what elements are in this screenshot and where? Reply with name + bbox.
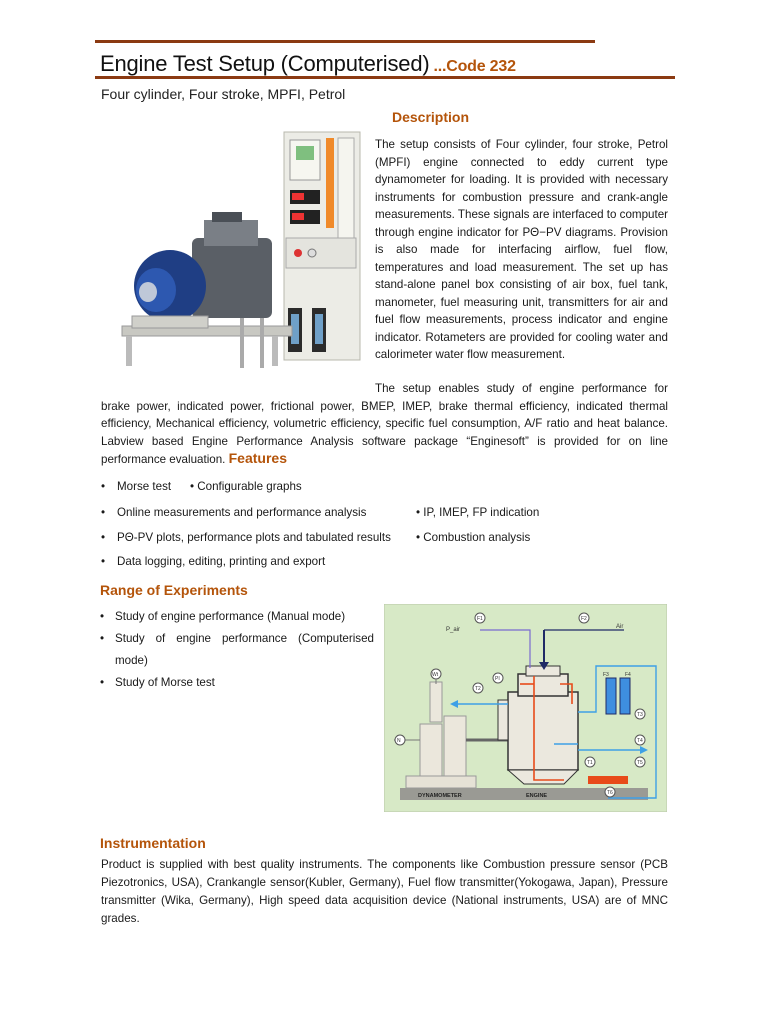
title-text: Engine Test Setup (Computerised) <box>100 51 430 76</box>
description-text-full <box>101 380 668 469</box>
svg-text:T1: T1 <box>587 760 593 766</box>
product-photo <box>112 128 368 380</box>
svg-text:T2: T2 <box>475 686 481 692</box>
page-title <box>100 51 516 77</box>
svg-text:T4: T4 <box>637 738 643 744</box>
description-text-right: The setup consists of Four cylinder, four stroke, Petrol (MPFI) engine connected to eddy current type dynamometer for loading. It is provided with necessary instruments for combustion pressure and crank-angle measurements. These signals are interfaced to computer through engine indicator for PΘ−PV diagrams. Provision is also made for interfacing airflow, fuel flow, temperatures and load measurement. The set up has stand-alone panel box consisting of air box, fuel tank, manometer, fuel measuring unit, transmitters for air and fuel flow measurements, process indicator and engine indicator. Rotameters are provided for cooling water and calorimeter water flow measurement. <box>375 138 668 361</box>
schematic-diagram <box>384 604 667 812</box>
svg-text:T3: T3 <box>637 712 643 718</box>
svg-text:PI: PI <box>495 676 500 682</box>
svg-text:F2: F2 <box>581 616 587 622</box>
svg-text:N: N <box>397 738 401 744</box>
description-heading: Description <box>392 109 470 125</box>
svg-text:T5: T5 <box>637 760 643 766</box>
experiment-item: • Study of Morse test <box>100 672 374 694</box>
page-subtitle: Four cylinder, Four stroke, MPFI, Petrol <box>101 86 346 102</box>
top-rule <box>95 40 595 43</box>
svg-text:ENGINE: ENGINE <box>526 793 548 799</box>
svg-text:Air: Air <box>616 624 624 630</box>
feature-item: • Morse test <box>101 480 172 493</box>
svg-text:P_air: P_air <box>446 627 461 633</box>
instrumentation-text: Product is supplied with best quality instruments. The components like Combustion pressure sensor (PCB Piezotronics, USA), Crankangle sensor(Kubler, Germany), Fuel flow transmitter(Yokogawa, Japan), Pressure transmitter (Wika, Germany), High speed data acquisition device (National instruments, USA) are of MNC grades. <box>101 858 668 925</box>
experiments-heading: Range of Experiments <box>100 582 248 598</box>
feature-item: • IP, IMEP, FP indication <box>416 506 540 519</box>
svg-text:F4: F4 <box>625 672 631 678</box>
feature-item: • Data logging, editing, printing and export <box>101 555 326 568</box>
svg-text:DYNAMOMETER: DYNAMOMETER <box>418 793 462 799</box>
svg-text:Wt: Wt <box>432 672 439 678</box>
feature-item: • Combustion analysis <box>416 531 531 544</box>
feature-item: • PΘ-PV plots, performance plots and tabulated results <box>101 531 391 544</box>
instrumentation-heading: Instrumentation <box>100 835 206 851</box>
features-heading: Features <box>228 450 287 466</box>
feature-item: • Configurable graphs <box>190 480 302 493</box>
experiments-list <box>100 606 374 694</box>
svg-text:T6: T6 <box>607 790 613 796</box>
svg-text:F1: F1 <box>477 616 483 622</box>
svg-text:F3: F3 <box>603 672 609 678</box>
experiment-item: • Study of engine performance (Computerised mode) <box>100 628 374 672</box>
experiment-item: • Study of engine performance (Manual mode) <box>100 606 374 628</box>
feature-item: • Online measurements and performance analysis <box>101 506 367 519</box>
product-code: ...Code 232 <box>433 58 516 75</box>
description-performance-text: The setup enables study of engine performance for brake power, indicated power, frictional power, BMEP, IMEP, brake thermal efficiency, indicated thermal efficiency, Mechanical efficiency, volumetric efficiency, specific fuel consumption, A/F ratio and heat balance. Labview based Engine Performance Analysis software package “Enginesoft” is provided for on line performance evaluation. <box>101 382 668 466</box>
